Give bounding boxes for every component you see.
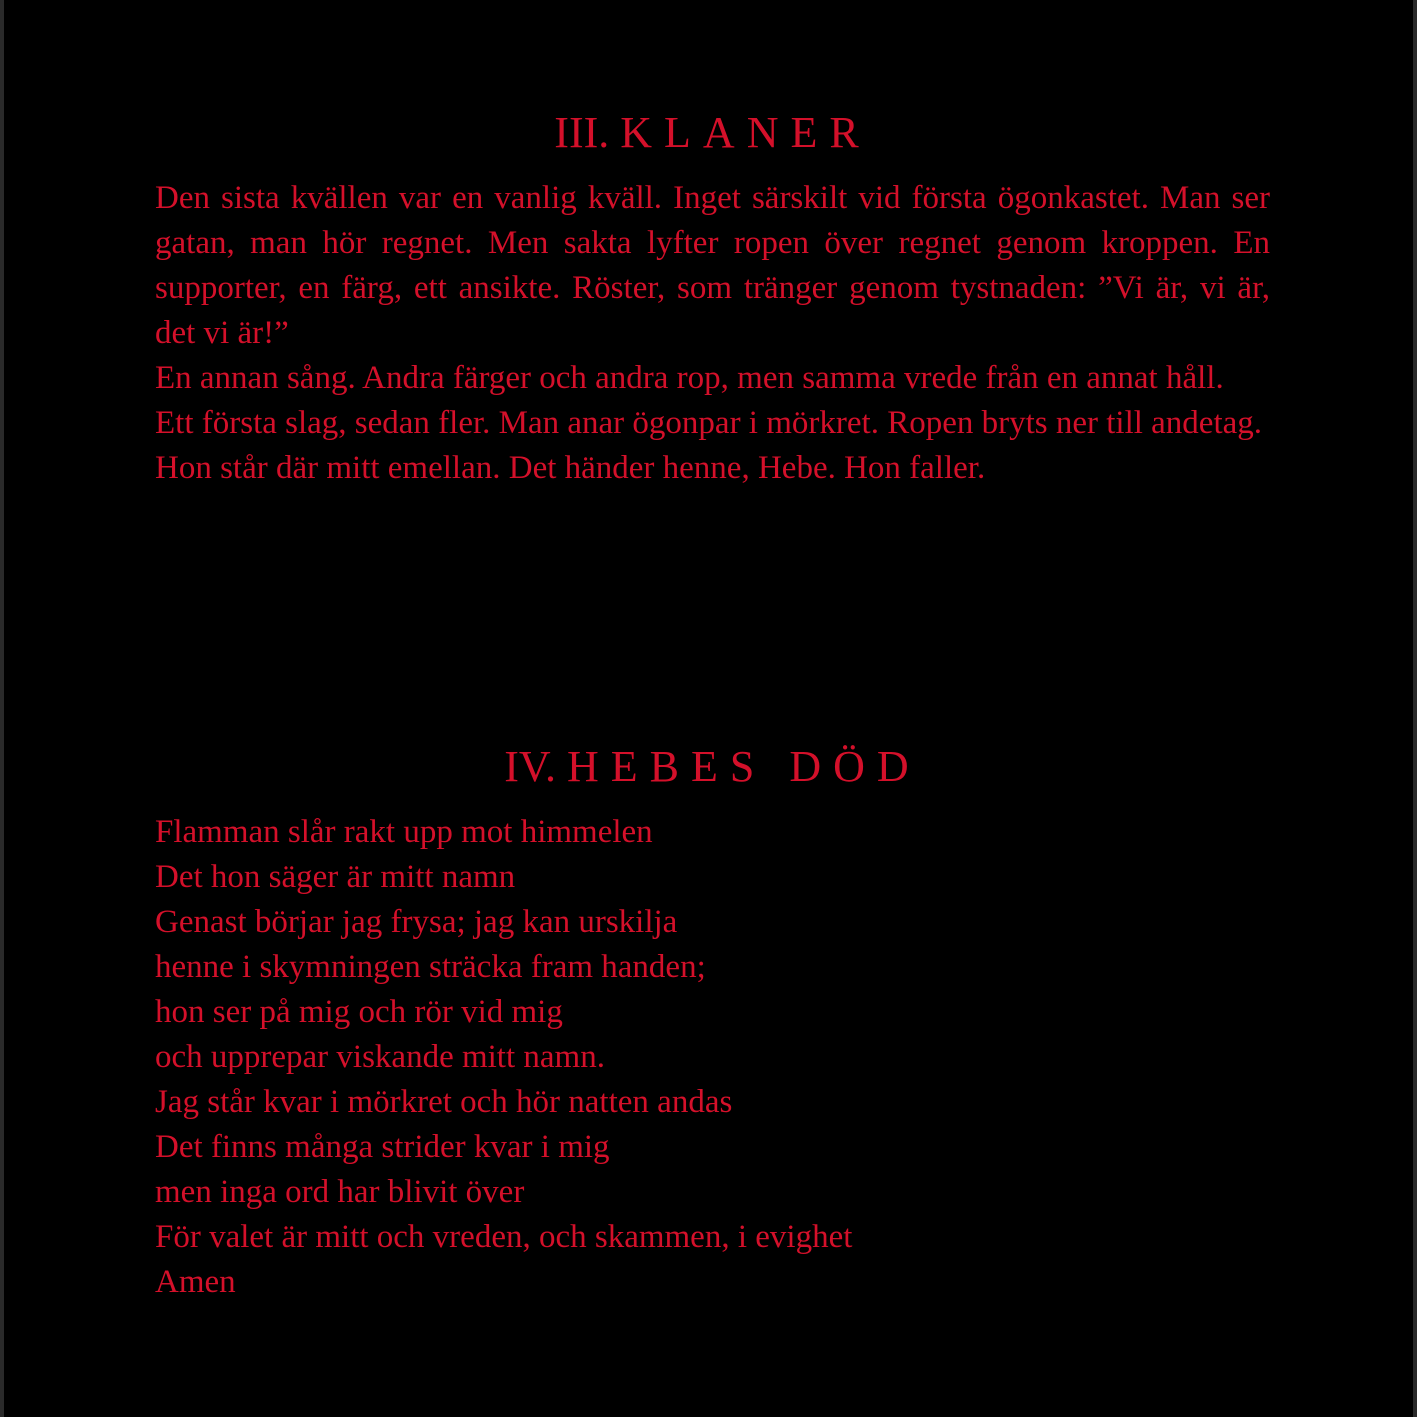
poem-line: För valet är mitt och vreden, och skammen, i evighet [155, 1219, 853, 1255]
section-title-hebes-dod [4, 742, 1417, 792]
poem-line: Jag står kvar i mörkret och hör natten andas [155, 1084, 733, 1120]
section-number: III. [554, 108, 610, 157]
paragraph: Den sista kvällen var en vanlig kväll. Inget särskilt vid första ögonkastet. Man ser gatan, man hör regnet. Men sakta lyfter ropen över regnet genom kroppen. En supporter, en färg, ett ansikte. Röster, som tränger genom tystnaden: ”Vi är, vi är, det vi är!” [155, 180, 1270, 351]
poem-line: Flamman slår rakt upp mot himmelen [155, 814, 653, 850]
paragraph: En annan sång. Andra färger och andra rop, men samma vrede från en annat håll. [155, 360, 1224, 396]
prose-klaner [155, 176, 1270, 491]
paragraph: Ett första slag, sedan fler. Man anar ögonpar i mörkret. Ropen bryts ner till andetag. [155, 405, 1263, 441]
poem-line: Det hon säger är mitt namn [155, 859, 516, 895]
section-heading-word: KLANER [620, 108, 871, 157]
poem-line: men inga ord har blivit över [155, 1174, 525, 1210]
poem-line: Det finns många strider kvar i mig [155, 1129, 610, 1165]
section-heading-word: HEBES DÖD [567, 742, 921, 791]
poem-line: hon ser på mig och rör vid mig [155, 994, 563, 1030]
section-number: IV. [504, 742, 557, 791]
poem-line: henne i skymningen sträcka fram handen; [155, 949, 706, 985]
poem-line: Genast börjar jag frysa; jag kan urskilja [155, 904, 678, 940]
poem-line: och upprepar viskande mitt namn. [155, 1039, 605, 1075]
section-title-klaner [4, 108, 1417, 158]
poem-hebes-dod [155, 810, 1270, 1305]
paragraph: Hon står där mitt emellan. Det händer henne, Hebe. Hon faller. [155, 450, 986, 486]
poem-line: Amen [155, 1264, 236, 1300]
